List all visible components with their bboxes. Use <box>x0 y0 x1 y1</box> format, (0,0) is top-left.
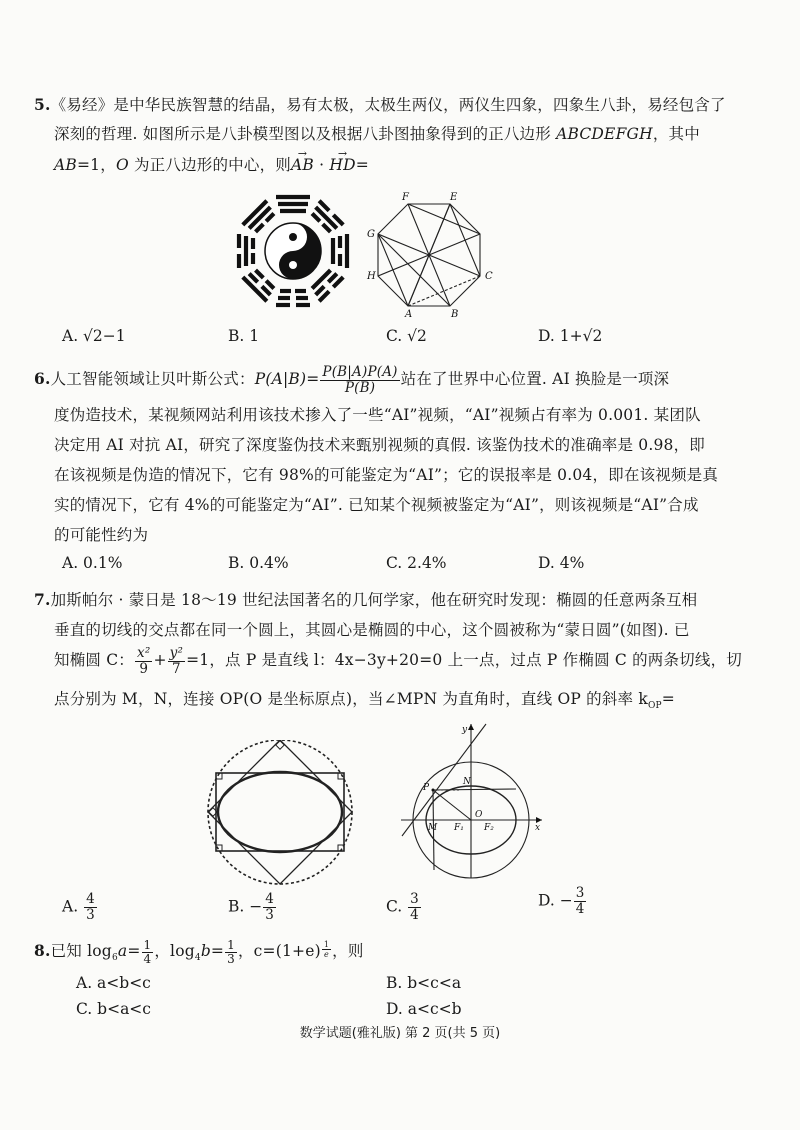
q7-option-c-prefix: C. <box>386 897 408 916</box>
q5-text-1: 《易经》是中华民族智慧的结晶，易有太极，太极生两仪，两仪生四象，四象生八卦，易经包含了 <box>50 96 726 114</box>
q7-option-b-sign: − <box>249 897 263 916</box>
point-label-f2: F₂ <box>484 823 494 833</box>
q8-number: 8. <box>34 941 51 960</box>
q7-option-d-num: 3 <box>575 885 585 901</box>
q6-line2: 度伪造技术，某视频网站利用该技术掺入了一些“AI”视频，“AI”视频占有率为 0.001. 某团队 <box>54 406 701 424</box>
point-label-f1: F₁ <box>454 823 464 833</box>
yin-yang-icon <box>265 223 321 279</box>
q7-frac-x <box>135 646 152 677</box>
bagua-figure <box>232 190 354 312</box>
q6-option-d: D. 4% <box>538 554 585 572</box>
tangent-figure <box>396 720 546 880</box>
octagon-label-b: B <box>451 309 459 320</box>
octagon-label-e: E <box>450 192 458 203</box>
point-label-o: O <box>475 810 483 820</box>
q7-option-c-num: 3 <box>410 891 419 907</box>
octagon-figure <box>362 190 502 320</box>
q7-text-1: 加斯帕尔 · 蒙日是 18～19 世纪法国著名的几何学家，他在研究时发现：椭圆的任意两条互相 <box>50 591 698 609</box>
q6-option-b: B. 0.4% <box>228 554 289 572</box>
q7-option-b-prefix: B. <box>228 897 250 916</box>
q7-text-3b: =1，点 P 是直线 l：4x−3y+20=0 上一点，过点 P 作椭圆 C 的两条切线，切 <box>186 651 742 669</box>
q6-option-c: C. 2.4% <box>386 554 447 572</box>
q5-line1 <box>34 94 726 116</box>
q7-number: 7. <box>34 590 51 609</box>
q7-option-a <box>62 892 98 923</box>
q7-option-a-num: 4 <box>86 891 95 907</box>
q6-line4: 在该视频是伪造的情况下，它有 98%的可能鉴定为“AI”；它的误报率是 0.04，即在该视频是真 <box>54 466 719 484</box>
q7-line3 <box>54 643 742 677</box>
q8-frac-2 <box>225 939 237 966</box>
q7-option-c <box>386 892 422 923</box>
q5-vector-hd: → HD <box>329 154 355 176</box>
q7-text-3a: 知椭圆 C： <box>54 651 134 669</box>
q7-option-b-den: 3 <box>265 907 274 923</box>
q5-text-2b: ，其中 <box>652 125 700 143</box>
q7-frac-x-num: x² <box>137 644 151 661</box>
q8-text-c: ，log <box>154 942 195 960</box>
q8-frac-2-num: 1 <box>227 937 235 952</box>
q8-line1 <box>34 936 364 973</box>
q7-option-d-sign: − <box>559 891 573 910</box>
point-label-p: P <box>423 783 430 793</box>
q6-bayes-num: P(B|A)P(A) <box>322 363 398 380</box>
q7-option-a-frac <box>84 892 97 923</box>
q5-o: O <box>115 156 129 174</box>
q8-frac-1 <box>142 939 154 966</box>
q7-option-c-frac <box>408 892 421 923</box>
q7-frac-y-den: 7 <box>171 660 181 677</box>
monge-circle-figure <box>200 740 360 890</box>
q5-dot: · <box>313 156 330 174</box>
q7-option-d <box>538 886 587 917</box>
q7-frac-y-num: y² <box>169 644 184 661</box>
q8-option-a: A. a<b<c <box>76 974 151 992</box>
q6-bayes-den: P(B) <box>344 379 376 396</box>
q7-option-d-frac <box>574 886 587 917</box>
q5-number: 5. <box>34 95 51 114</box>
q8-option-b: B. b<c<a <box>386 974 462 992</box>
q8-frac-2-den: 3 <box>227 951 235 966</box>
q5-vector-ab: → AB <box>291 154 314 176</box>
q6-line6: 的可能性约为 <box>54 526 149 544</box>
q8-frac-1-den: 4 <box>143 951 152 966</box>
q7-option-d-prefix: D. <box>538 891 560 910</box>
page-footer: 数学试题(雅礼版) 第 2 页(共 5 页) <box>299 1026 501 1041</box>
q7-text-4-end: = <box>661 690 675 708</box>
q7-line4 <box>54 688 675 717</box>
q6-bayes-lhs: P(A|B)= <box>254 370 320 388</box>
q5-text-2a: 深刻的哲理. 如图所示是八卦模型图以及根据八卦图抽象得到的正八边形 <box>54 125 557 143</box>
q7-option-d-den: 4 <box>575 901 585 917</box>
q8-text-b: a= <box>117 942 141 960</box>
q5-option-c: C. √2 <box>386 327 427 345</box>
q5-eq2: = <box>355 156 369 174</box>
q7-frac-x-den: 9 <box>139 660 149 677</box>
q7-option-c-den: 4 <box>410 907 419 923</box>
q5-text-3d: 为正八边形的中心，则 <box>128 156 291 174</box>
q7-option-b-frac <box>263 892 276 923</box>
q8-text-a: 已知 log <box>50 942 112 960</box>
q7-option-b-num: 4 <box>265 891 274 907</box>
q6-text-1b: 站在了世界中心位置. AI 换脸是一项深 <box>400 370 670 388</box>
octagon-label-f: F <box>402 192 409 203</box>
q8-frac-1-num: 1 <box>143 937 152 952</box>
q5-option-d: D. 1+√2 <box>538 327 603 345</box>
q8-option-c: C. b<a<c <box>76 1000 151 1018</box>
q7-text-4: 点分别为 M，N，连接 OP(O 是坐标原点)，当∠MPN 为直角时，直线 OP 的斜率 k <box>54 690 648 708</box>
q8-exponent <box>322 940 331 959</box>
point-label-m: M <box>428 823 438 833</box>
q5-option-a: A. √2−1 <box>62 327 126 345</box>
q7-option-a-den: 3 <box>86 907 95 923</box>
axis-label-y: y <box>462 725 468 735</box>
octagon-label-h: H <box>367 271 376 282</box>
q8-text-f: ，则 <box>332 942 364 960</box>
point-label-n: N <box>463 777 471 787</box>
q6-line3: 决定用 AI 对抗 AI，研究了深度鉴伪技术来甄别视频的真假. 该鉴伪技术的准确率是 0.98，即 <box>54 436 706 454</box>
q7-line2: 垂直的切线的交点都在同一个圆上，其圆心是椭圆的中心，这个圆被称为“蒙日圆”(如图). 已 <box>54 621 690 639</box>
q7-option-b <box>228 892 277 923</box>
q7-kop-sub: OP <box>647 701 662 712</box>
q6-text-1a: 人工智能领域让贝叶斯公式： <box>50 370 255 388</box>
q8-option-d: D. a<c<b <box>386 1000 462 1018</box>
octagon-label-c: C <box>485 271 493 282</box>
q5-option-b: B. 1 <box>228 327 260 345</box>
q8-exp-den: e <box>324 949 329 959</box>
axis-label-x: x <box>535 823 541 833</box>
q7-plus: + <box>153 651 167 669</box>
q8-log-base-4: 4 <box>194 953 201 964</box>
q5-eq1: =1， <box>76 156 116 174</box>
q6-bayes-fraction <box>320 365 399 396</box>
q8-exp-num: 1 <box>323 939 330 949</box>
q7-line1 <box>34 589 697 611</box>
octagon-label-g: G <box>367 229 375 240</box>
q5-line2 <box>54 123 700 145</box>
q6-line1 <box>34 362 669 396</box>
q8-log-base-6: 6 <box>111 953 118 964</box>
q5-ab: AB <box>54 156 77 174</box>
q6-number: 6. <box>34 369 51 388</box>
q6-option-a: A. 0.1% <box>62 554 123 572</box>
q8-text-d: b= <box>200 942 225 960</box>
q5-octagon-name: ABCDEFGH <box>556 125 653 143</box>
q8-text-e: ，c=(1+e) <box>237 942 321 960</box>
octagon-label-a: A <box>405 309 413 320</box>
q7-frac-y <box>168 646 185 677</box>
q7-option-a-prefix: A. <box>62 897 84 916</box>
q5-line3 <box>54 154 369 176</box>
q6-line5: 实的情况下，它有 4%的可能鉴定为“AI”. 已知某个视频被鉴定为“AI”，则该视频是“AI”合成 <box>54 496 699 514</box>
